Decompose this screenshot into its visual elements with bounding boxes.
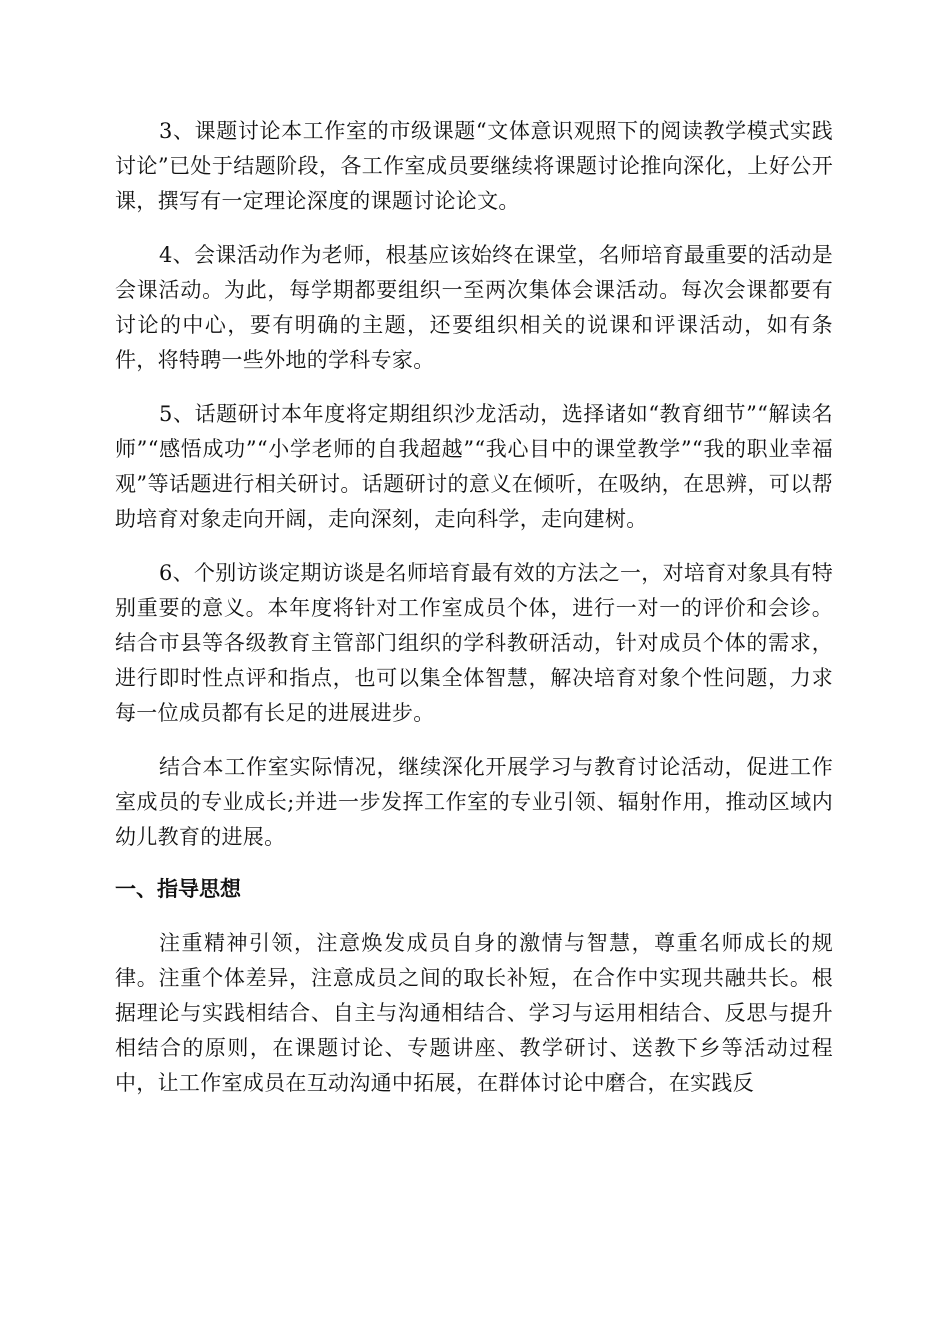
paragraph-topic-seminar: 5、话题研讨本年度将定期组织沙龙活动，选择诸如“教育细节”“解读名师”“感悟成功”“小学老师的自我超越”“我心目中的课堂教学”“我的职业幸福观”等话题进行相关研讨。话题研讨的意义在倾听，在吸纳，在思辨，可以帮助培育对象走向开阔，走向深刻，走向科学，走向建树。 [115, 402, 833, 531]
paragraph-lesson-activity: 4、会课活动作为老师，根基应该始终在课堂，名师培育最重要的活动是会课活动。为此，每学期都要组织一至两次集体会课活动。每次会课都要有讨论的中心，要有明确的主题，还要组织相关的说课和评课活动，如有条件，将特聘一些外地的学科专家。 [115, 243, 833, 372]
paragraph-individual-interview: 6、个别访谈定期访谈是名师培育最有效的方法之一，对培育对象具有特别重要的意义。本年度将针对工作室成员个体，进行一对一的评价和会诊。结合市县等各级教育主管部门组织的学科教研活动，针对成员个体的需求，进行即时性点评和指点，也可以集全体智慧，解决培育对象个性问题，力求每一位成员都有长足的进展进步。 [115, 561, 833, 725]
section-heading: 一、指导思想 [115, 877, 241, 901]
paragraph-research-topic: 3、课题讨论本工作室的市级课题“文体意识观照下的阅读教学模式实践讨论”已处于结题阶段，各工作室成员要继续将课题讨论推向深化，上好公开课，撰写有一定理论深度的课题讨论论文。 [115, 119, 833, 213]
paragraph-summary: 结合本工作室实际情况，继续深化开展学习与教育讨论活动，促进工作室成员的专业成长;并进一步发挥工作室的专业引领、辐射作用，推动区域内幼儿教育的进展。 [115, 755, 833, 849]
paragraph-guiding-thought: 注重精神引领，注意焕发成员自身的激情与智慧，尊重名师成长的规律。注重个体差异，注意成员之间的取长补短，在合作中实现共融共长。根据理论与实践相结合、自主与沟通相结合、学习与运用相结合、反思与提升相结合的原则，在课题讨论、专题讲座、教学研讨、送教下乡等活动过程中，让工作室成员在互动沟通中拓展，在群体讨论中磨合，在实践反 [115, 931, 833, 1095]
document-body [115, 114, 833, 1120]
